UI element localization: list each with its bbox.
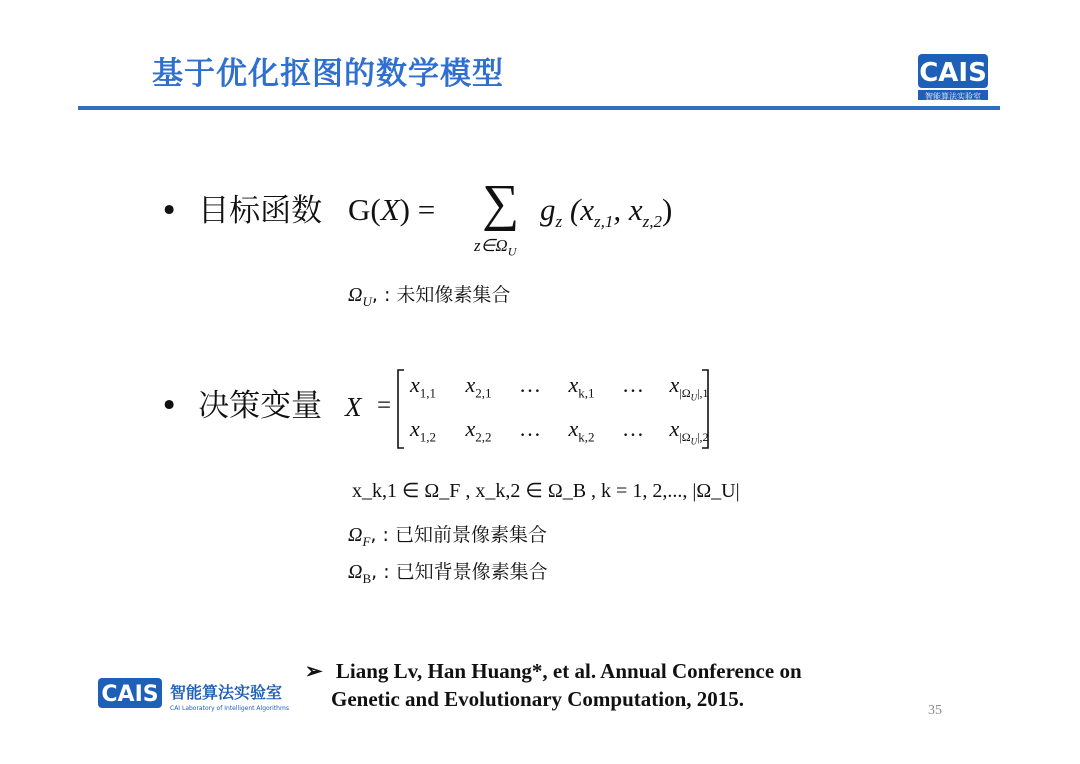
constraint-formula: x_k,1 ∈ Ω_F , x_k,2 ∈ Ω_B , k = 1, 2,..., |Ω_U|	[352, 480, 740, 502]
note-foreground-pixels: $\Omega_F$, : 已知前景像素集合	[348, 524, 547, 549]
note-unknown-pixels: $\Omega_U$, : 未知像素集合	[348, 284, 511, 309]
objective-label: 目标函数	[198, 193, 323, 229]
objective-formula: G(X) =	[348, 192, 436, 227]
decision-label: 决策变量	[198, 388, 323, 424]
reference-line-2: Genetic and Evolutionary Computation, 2015.	[331, 687, 745, 711]
reference-marker: ➢	[305, 659, 323, 683]
reference-line-1: ➢ Liang Lv, Han Huang*, et al. Annual Conference on	[305, 659, 802, 683]
slide-title: 基于优化抠图的数学模型	[152, 56, 504, 92]
svg-text:智能算法实验室: 智能算法实验室	[170, 683, 283, 702]
bullet-dot: •	[160, 388, 179, 424]
objective-term: $g_z$ ($x_{z,1}$, $x_{z,2}$)	[540, 192, 673, 232]
svg-text:CAI Laboratory of Intelligent: CAI Laboratory of Intelligent Algorithms	[170, 705, 289, 712]
lab-logo-bottom	[98, 676, 298, 716]
lab-logo-top	[918, 54, 988, 102]
svg-text:智能算法实验室: 智能算法实验室	[925, 92, 981, 101]
reference	[305, 657, 905, 713]
bullet-dot: •	[160, 193, 179, 229]
bullet-objective	[160, 185, 322, 230]
matrix-row-1: $x_{1,1}$ $x_{2,1}$ … $x_{k,1}$ … $x_{|\Omega_U|,1}$	[410, 372, 709, 403]
matrix-lhs: X	[345, 392, 362, 422]
svg-text:CAIS: CAIS	[101, 682, 159, 707]
title-divider	[78, 106, 1000, 110]
page-number: 35	[928, 703, 942, 718]
note-background-pixels: $\Omega_B$, : 已知背景像素集合	[348, 561, 548, 586]
sum-index: $z\in\Omega_U$	[474, 236, 517, 259]
matrix-equals: =	[377, 392, 392, 419]
sum-symbol: ∑	[482, 175, 520, 232]
svg-text:CAIS: CAIS	[919, 58, 987, 88]
bullet-decision	[160, 380, 322, 425]
matrix-row-2: $x_{1,2}$ $x_{2,2}$ … $x_{k,2}$ … $x_{|\Omega_U|,2}$	[410, 416, 709, 447]
